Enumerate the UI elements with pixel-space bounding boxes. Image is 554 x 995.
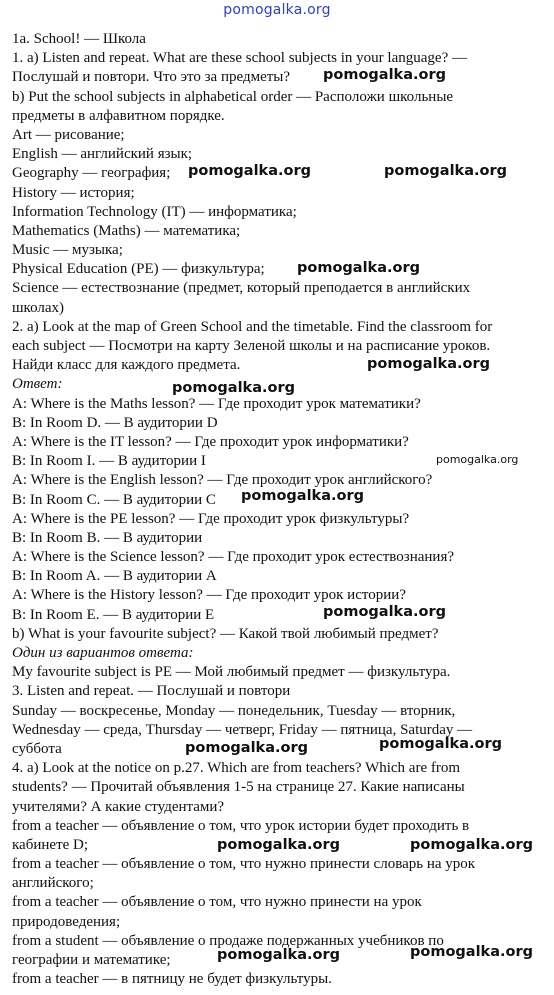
text-line: 1a. School! — Школа [12, 31, 146, 47]
text-line: students? — Прочитай объявления 1-5 на странице 27. Какие написаны [12, 779, 465, 796]
text-line: английского; [12, 875, 94, 892]
text-line: from a teacher — объявление о том, что нужно принести на урок [12, 894, 422, 911]
text-line: кабинете D; [12, 836, 89, 853]
text-line: Information Technology (IT) — информатика; [12, 203, 297, 220]
text-line: A: Where is the History lesson? — Где проходит урок истории? [12, 587, 406, 604]
text-line: Послушай и повтори. Что это за предметы? [12, 69, 291, 86]
text-line: 1. a) Listen and repeat. What are these school subjects in your language? — [12, 50, 467, 67]
text-line: B: In Room B. — В аудитории [12, 529, 203, 546]
text-line: B: In Room A. — В аудитории A [12, 568, 217, 585]
text-line: Sunday — воскресенье, Monday — понедельник, Tuesday — вторник, [12, 702, 456, 719]
text-line: 4. a) Look at the notice on p.27. Which are from teachers? Which are from [12, 760, 461, 777]
text-line: B: In Room E. — В аудитории E [12, 606, 215, 623]
watermark: pomogalka.org [384, 163, 507, 179]
text-line: each subject — Посмотри на карту Зеленой школы и на расписание уроков. [12, 338, 491, 354]
text-line: Art — рисование; [12, 126, 125, 143]
text-line: from a student — объявление о продаже подержанных учебников по [12, 932, 444, 949]
text-line: A: Where is the Maths lesson? — Где проходит урок математики? [12, 395, 421, 412]
watermark: pomogalka.org [172, 380, 295, 396]
watermark: pomogalka.org [297, 260, 420, 276]
text-line: 3. Listen and repeat. — Послушай и повтори [12, 683, 291, 700]
text-line: from a teacher — в пятницу не будет физкультуры. [12, 971, 332, 988]
watermark: pomogalka.org [217, 947, 340, 963]
text-line: A: Where is the PE lesson? — Где проходит урок физкультуры? [12, 510, 410, 527]
text-line: Music — музыка; [12, 242, 123, 259]
text-line: B: In Room D. — В аудитории D [12, 414, 218, 431]
text-line: Ответ: [12, 376, 63, 393]
text-line: географии и математике; [12, 952, 171, 968]
watermark: pomogalka.org [217, 837, 340, 853]
watermark: pomogalka.org [367, 356, 490, 372]
text-line: природоведения; [12, 913, 121, 930]
text-line: from a teacher — объявление о том, что урок истории будет проходить в [12, 817, 470, 834]
text-line: B: In Room C. — В аудитории C [12, 491, 216, 508]
watermark: pomogalka.org [188, 163, 311, 179]
text-line: суббота [12, 740, 62, 757]
site-watermark-header: pomogalka.org [223, 2, 331, 18]
text-line: Geography — география; [12, 165, 171, 182]
text-line: My favourite subject is PE — Мой любимый предмет — физкультура. [12, 664, 451, 681]
watermark: pomogalka.org [323, 67, 446, 83]
text-line: Mathematics (Maths) — математика; [12, 222, 241, 239]
text-line: Wednesday — среда, Thursday — четверг, Friday — пятница, Saturday — [12, 721, 473, 738]
text-line: Один из вариантов ответа: [12, 645, 194, 661]
watermark: pomogalka.org [323, 604, 446, 620]
text-line: B: In Room I. — В аудитории I [12, 453, 206, 470]
text-line: Physical Education (PE) — физкультура; [12, 261, 265, 278]
text-line: English — английский язык; [12, 146, 193, 163]
watermark: pomogalka.org [436, 453, 519, 466]
text-line: Найди класс для каждого предмета. [12, 357, 241, 374]
text-line: History — история; [12, 184, 135, 201]
text-line: b) What is your favourite subject? — Какой твой любимый предмет? [12, 625, 439, 642]
text-line: b) Put the school subjects in alphabetical order — Расположи школьные [12, 88, 454, 105]
text-line: предметы в алфавитном порядке. [12, 107, 225, 124]
watermark: pomogalka.org [379, 736, 502, 752]
text-line: школах) [12, 299, 65, 316]
text-line: from a teacher — объявление о том, что нужно принести словарь на урок [12, 856, 476, 873]
watermark: pomogalka.org [410, 944, 533, 960]
text-line: A: Where is the Science lesson? — Где проходит урок естествознания? [12, 549, 455, 566]
text-line: 2. a) Look at the map of Green School and the timetable. Find the classroom for [12, 318, 493, 335]
text-line: учителями? А какие студентами? [12, 798, 225, 815]
watermark: pomogalka.org [241, 488, 364, 504]
watermark: pomogalka.org [410, 837, 533, 853]
text-line: A: Where is the IT lesson? — Где проходит урок информатики? [12, 433, 409, 450]
text-line: A: Where is the English lesson? — Где проходит урок английского? [12, 472, 433, 489]
text-line: Science — естествознание (предмет, который преподается в английских [12, 280, 471, 297]
watermark: pomogalka.org [185, 740, 308, 756]
